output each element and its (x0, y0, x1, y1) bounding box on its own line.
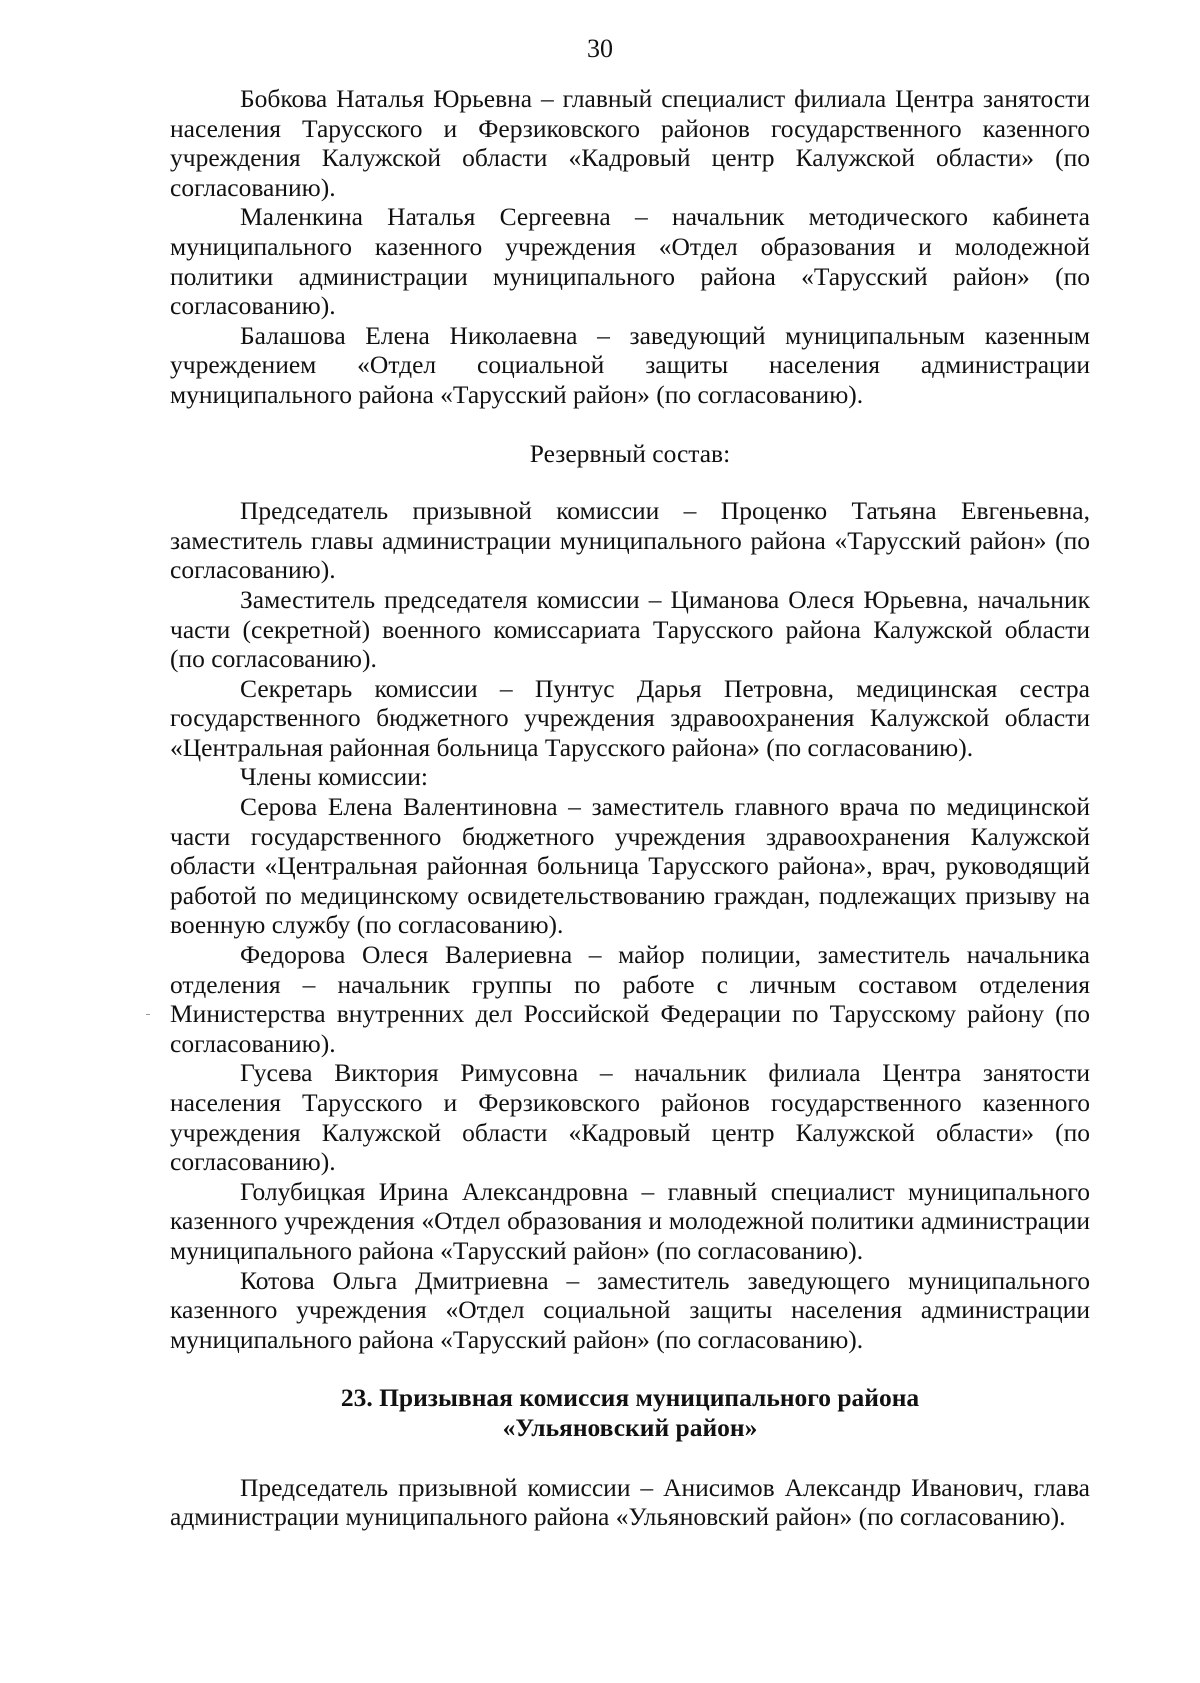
paragraph-bobkova: Бобкова Наталья Юрьевна – главный специалист филиала Центра занятости населения Тарусского и Ферзиковского районов государственного казенного учреждения Калужской области «Кадровый центр Калужской области» (по согласованию). (170, 84, 1090, 202)
paragraph-secretary-reserve: Секретарь комиссии – Пунтус Дарья Петровна, медицинская сестра государственного бюджетного учреждения здравоохранения Калужской области «Центральная районная больница Тарусского района» (по согласованию). (170, 673, 1090, 762)
section-heading-line1: 23. Призывная комиссия муниципального района (340, 1383, 920, 1413)
paragraph-guseva: Гусева Виктория Римусовна – начальник филиала Центра занятости населения Тарусского и Ферзиковского районов государственного казенного учреждения Калужской области «Кадровый центр Калужской области» (по согласованию). (170, 1058, 1090, 1177)
paragraph-anisimov: Председатель призывной комиссии – Анисимов Александр Иванович, глава администрации муниципального района «Ульяновский район» (по согласованию). (170, 1472, 1090, 1532)
scan-artifact (146, 1014, 150, 1015)
page-number: 30 (587, 34, 613, 63)
section-heading-line2: «Ульяновский район» (502, 1412, 758, 1442)
reserve-heading: Резервный состав: (529, 438, 731, 468)
paragraph-members-label: Члены комиссии: (240, 762, 428, 792)
paragraph-balashova: Балашова Елена Николаевна – заведующий муниципальным казенным учреждением «Отдел социальной защиты населения администрации муниципального района «Тарусский район» (по согласованию). (170, 320, 1090, 409)
paragraph-malenkina: Маленкина Наталья Сергеевна – начальник методического кабинета муниципального казенного учреждения «Отдел образования и молодежной политики администрации муниципального района «Тарусский район» (по согласованию). (170, 202, 1090, 321)
paragraph-chairman-reserve: Председатель призывной комиссии – Проценко Татьяна Евгеньевна, заместитель главы администрации муниципального района «Тарусский район» (по согласованию). (170, 496, 1090, 585)
paragraph-kotova: Котова Ольга Дмитриевна – заместитель заведующего муниципального казенного учреждения «Отдел социальной защиты населения администрации муниципального района «Тарусский район» (по согласованию). (170, 1265, 1090, 1354)
paragraph-serova: Серова Елена Валентиновна – заместитель главного врача по медицинской части государственного бюджетного учреждения здравоохранения Калужской области «Центральная районная больница Тарусского района», врач, руководящий работой по медицинскому освидетельствованию граждан, подлежащих призыву на военную службу (по согласованию). (170, 792, 1090, 940)
paragraph-fedorova: Федорова Олеся Валериевна – майор полиции, заместитель начальника отделения – начальник группы по работе с личным составом отделения Министерства внутренних дел Российской Федерации по Тарусскому району (по согласованию). (170, 940, 1090, 1058)
document-body (170, 84, 1090, 1532)
paragraph-golubitskaya: Голубицкая Ирина Александровна – главный специалист муниципального казенного учреждения «Отдел образования и молодежной политики администрации муниципального района «Тарусский район» (по согласованию). (170, 1176, 1090, 1265)
paragraph-deputy-reserve: Заместитель председателя комиссии – Циманова Олеся Юрьевна, начальник части (секретной) военного комиссариата Тарусского района Калужской области (по согласованию). (170, 584, 1090, 674)
